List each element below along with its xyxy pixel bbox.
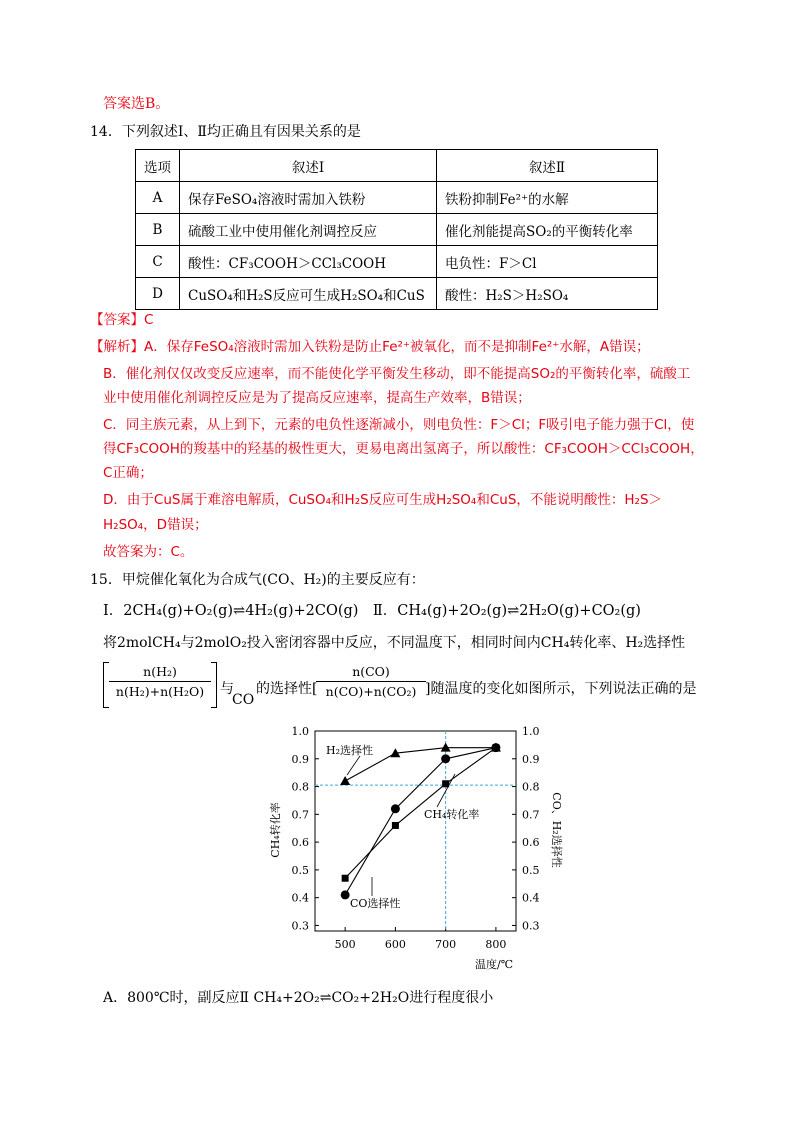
selectivity-text: 的选择性[ — [256, 681, 318, 697]
y-tick-label-right: 0.9 — [522, 752, 540, 766]
q15-stem: 15．甲烷催化氧化为合成气(CO、H₂)的主要反应有： — [90, 572, 425, 588]
y-tick-label-left: 0.6 — [291, 836, 309, 850]
y-tick-label-left: 0.7 — [291, 808, 309, 822]
q15-condition-text: 将2molCH₄与2molO₂投入密闭容器中反应，不同温度下，相同时间内CH₄转化率、H₂选择性 — [103, 635, 686, 651]
q14-stem: 14．下列叙述Ⅰ、Ⅱ均正确且有因果关系的是 — [90, 124, 361, 140]
fraction-denominator: n(H₂)+n(H₂O) — [115, 684, 205, 699]
data-point-square — [342, 875, 349, 882]
y-tick-label-right: 0.3 — [522, 919, 540, 933]
row-option: D — [136, 278, 180, 310]
analysis-line: C正确； — [103, 465, 153, 481]
data-point-square — [392, 822, 399, 829]
analysis-line: C．同主族元素，从上到下，元素的电负性逐渐减小，则电负性：F＞Cl；F吸引电子能力强于Cl，使 — [103, 417, 695, 433]
series-label-h2-selectivity: H₂选择性 — [326, 744, 374, 757]
row-statement-1: 保存FeSO₄溶液时需加入铁粉 — [180, 182, 437, 214]
analysis-line: 【解析】A．保存FeSO₄溶液时需加入铁粉是防止Fe²⁺被氧化，而不是抑制Fe²⁺水解，A错误； — [90, 339, 650, 355]
row-statement-2: 铁粉抑制Fe²⁺的水解 — [437, 182, 658, 214]
fraction-numerator: n(CO) — [316, 664, 426, 682]
analysis-line: 故答案为：C。 — [103, 544, 194, 560]
row-statement-2: 酸性：H₂S＞H₂SO₄ — [437, 278, 658, 310]
y-tick-label-right: 0.5 — [522, 863, 540, 877]
y-axis-right-label: CO、H₂选择性 — [550, 792, 563, 868]
series-label-ch4-conversion: CH₄转化率 — [424, 808, 480, 821]
series-line — [345, 748, 496, 895]
y-tick-label-left: 0.4 — [291, 891, 309, 905]
y-tick-label-left: 0.3 — [291, 919, 309, 933]
analysis-line: 业中使用催化剂调控反应是为了提高反应速率，提高生产效率，B错误； — [103, 390, 531, 406]
y-tick-label-left: 0.8 — [291, 780, 309, 794]
data-point-circle — [341, 890, 350, 899]
row-statement-1: CuSO₄和H₂S反应可生成H₂SO₄和CuS — [180, 278, 437, 310]
row-statement-1: 酸性：CF₃COOH＞CCl₃COOH — [180, 246, 437, 278]
label-pointer — [347, 756, 360, 775]
y-tick-label-left: 0.9 — [291, 752, 309, 766]
x-tick-label: 500 — [334, 938, 356, 951]
y-tick-label-right: 0.6 — [522, 836, 540, 850]
analysis-line: D．由于CuS属于难溶电解质，CuSO₄和H₂S反应可生成H₂SO₄和CuS，不能说明酸性：H₂S＞ — [103, 492, 663, 508]
x-tick-label: 600 — [384, 938, 406, 951]
y-tick-label-right: 0.4 — [522, 891, 540, 905]
header-statement-2: 叙述Ⅱ — [437, 150, 658, 182]
y-tick-label-right: 0.8 — [522, 780, 540, 794]
q14-answer: 【答案】C — [90, 312, 154, 328]
header-option: 选项 — [136, 150, 180, 182]
row-option: A — [136, 182, 180, 214]
row-statement-1: 硫酸工业中使用催化剂调控反应 — [180, 214, 437, 246]
connector-text: 与 — [220, 681, 234, 697]
data-point-circle — [491, 743, 500, 752]
x-axis-label: 温度/℃ — [474, 958, 514, 971]
data-point-triangle — [340, 776, 350, 785]
y-tick-label-left: 1.0 — [291, 725, 309, 738]
analysis-line: B．催化剂仅仅改变反应速率，而不能使化学平衡发生移动，即不能提高SO₂的平衡转化率，硫酸工 — [103, 366, 691, 382]
series-label-co-selectivity: CO选择性 — [350, 897, 401, 910]
fraction-numerator: n(H₂) — [109, 664, 211, 682]
y-tick-label-right: 0.7 — [522, 808, 540, 822]
x-tick-label: 700 — [435, 938, 457, 951]
plot-frame — [315, 731, 516, 931]
co-label: CO — [232, 692, 255, 708]
q15-question-text: ]随温度的变化如图所示，下列说法正确的是 — [425, 681, 697, 697]
fraction-denominator: n(CO)+n(CO₂) — [325, 684, 417, 699]
analysis-line: 得CF₃COOH的羧基中的羟基的极性更大，更易电离出氢离子，所以酸性：CF₃COOH＞CCl₃COOH， — [103, 441, 704, 457]
y-tick-label-right: 1.0 — [522, 725, 540, 738]
previous-answer: 答案选B。 — [103, 96, 170, 112]
row-statement-2: 催化剂能提高SO₂的平衡转化率 — [437, 214, 658, 246]
y-tick-label-left: 0.5 — [291, 863, 309, 877]
x-tick-label: 800 — [485, 938, 507, 951]
data-point-circle — [391, 804, 400, 813]
q15-option-a: A．800℃时，副反应Ⅱ CH₄+2O₂⇌CO₂+2H₂O进行程度很小 — [103, 990, 494, 1006]
analysis-line: H₂SO₄，D错误； — [103, 517, 208, 533]
row-option: B — [136, 214, 180, 246]
row-statement-2: 电负性：F＞Cl — [437, 246, 658, 278]
y-axis-left-label: CH₄转化率 — [269, 802, 282, 858]
header-statement-1: 叙述Ⅰ — [180, 150, 437, 182]
row-option: C — [136, 246, 180, 278]
data-point-circle — [441, 754, 450, 763]
q15-reactions: Ⅰ．2CH₄(g)+O₂(g)⇌4H₂(g)+2CO(g) Ⅱ．CH₄(g)+2O₂(g)⇌2H₂O(g)+CO₂(g) — [103, 603, 641, 619]
